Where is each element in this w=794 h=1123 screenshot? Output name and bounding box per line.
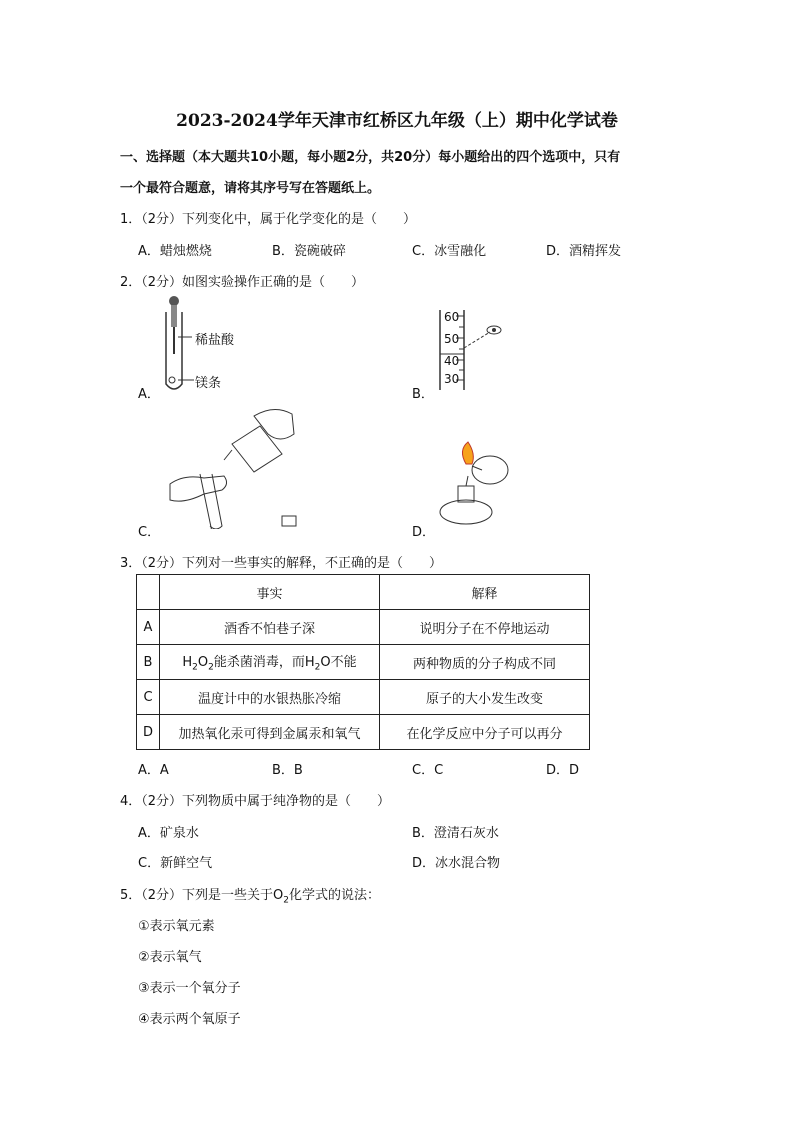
q2-fig-b-tick-40: 40	[444, 354, 460, 368]
q4-option-a: A．矿泉水	[138, 826, 199, 841]
q4-option-c: C．新鲜空气	[138, 856, 213, 871]
table-row	[137, 645, 590, 680]
row-id: C	[137, 680, 160, 715]
q1-option-a: A．蜡烛燃烧	[138, 244, 212, 259]
q3-option-a: A．A	[138, 763, 169, 778]
table-row	[137, 610, 590, 645]
q2-label-b: B．	[412, 387, 434, 402]
q3-option-b: B．B	[272, 763, 303, 778]
q2-fig-b-tick-60: 60	[444, 310, 460, 324]
q3-stem: 3．（2分）下列对一些事实的解释，不正确的是（ ）	[120, 556, 443, 571]
q2-fig-b-tick-30: 30	[444, 372, 460, 386]
q4-stem: 4．（2分）下列物质中属于纯净物的是（ ）	[120, 794, 391, 809]
q1-option-d: D．酒精挥发	[546, 244, 622, 259]
q3-option-d: D．D	[546, 763, 580, 778]
q5-item-4: ④表示两个氧原子	[138, 1012, 241, 1027]
q2-label-d: D．	[412, 525, 436, 540]
q1-option-b: B．瓷碗破碎	[272, 244, 346, 259]
q1-stem: 1．（2分）下列变化中，属于化学变化的是（ ）	[120, 212, 417, 227]
row-id: B	[137, 645, 160, 680]
table-header-row	[137, 575, 590, 610]
q2-stem: 2．（2分）如图实验操作正确的是（ ）	[120, 275, 365, 290]
q2-figure-c	[164, 404, 304, 529]
q5-item-2: ②表示氧气	[138, 950, 202, 965]
row-fact: 加热氧化汞可得到金属汞和氧气	[160, 715, 380, 750]
row-fact: 酒香不怕巷子深	[160, 610, 380, 645]
table-header-fact: 事实	[160, 575, 380, 610]
page-title: 2023-2024学年天津市红桥区九年级（上）期中化学试卷	[176, 111, 618, 131]
q5-stem: 5．（2分）下列是一些关于$O_2$化学式的说法：	[120, 888, 381, 906]
q5-item-1: ①表示氧元素	[138, 919, 215, 934]
q1-option-c: C．冰雪融化	[412, 244, 487, 259]
section-heading-line1: 一、选择题（本大题共10小题，每小题2分，共20分）每小题给出的四个选项中，只有	[120, 150, 621, 165]
table-header-blank	[137, 575, 160, 610]
q2-fig-a-metal-label: 镁条	[195, 376, 222, 391]
row-id: D	[137, 715, 160, 750]
row-explain: 说明分子在不停地运动	[380, 610, 590, 645]
row-explain: 两种物质的分子构成不同	[380, 645, 590, 680]
table-header-explain: 解释	[380, 575, 590, 610]
q2-label-a: A．	[138, 387, 160, 402]
q3-table	[136, 574, 590, 750]
q2-figure-d	[432, 440, 527, 530]
row-id: A	[137, 610, 160, 645]
row-explain: 在化学反应中分子可以再分	[380, 715, 590, 750]
q3-option-c: C．C	[412, 763, 444, 778]
row-explain: 原子的大小发生改变	[380, 680, 590, 715]
q4-option-b: B．澄清石灰水	[412, 826, 499, 841]
q2-fig-a-acid-label: 稀盐酸	[195, 333, 235, 348]
table-row	[137, 680, 590, 715]
row-fact: 温度计中的水银热胀冷缩	[160, 680, 380, 715]
table-row	[137, 715, 590, 750]
q4-option-d: D．冰水混合物	[412, 856, 501, 871]
q2-label-c: C．	[138, 525, 161, 540]
q2-fig-b-tick-50: 50	[444, 332, 460, 346]
q5-item-3: ③表示一个氧分子	[138, 981, 241, 996]
section-heading-line2: 一个最符合题意，请将其序号写在答题纸上。	[120, 181, 381, 196]
row-fact: $H_2O_2$能杀菌消毒，而$H_2O$不能	[160, 645, 380, 680]
